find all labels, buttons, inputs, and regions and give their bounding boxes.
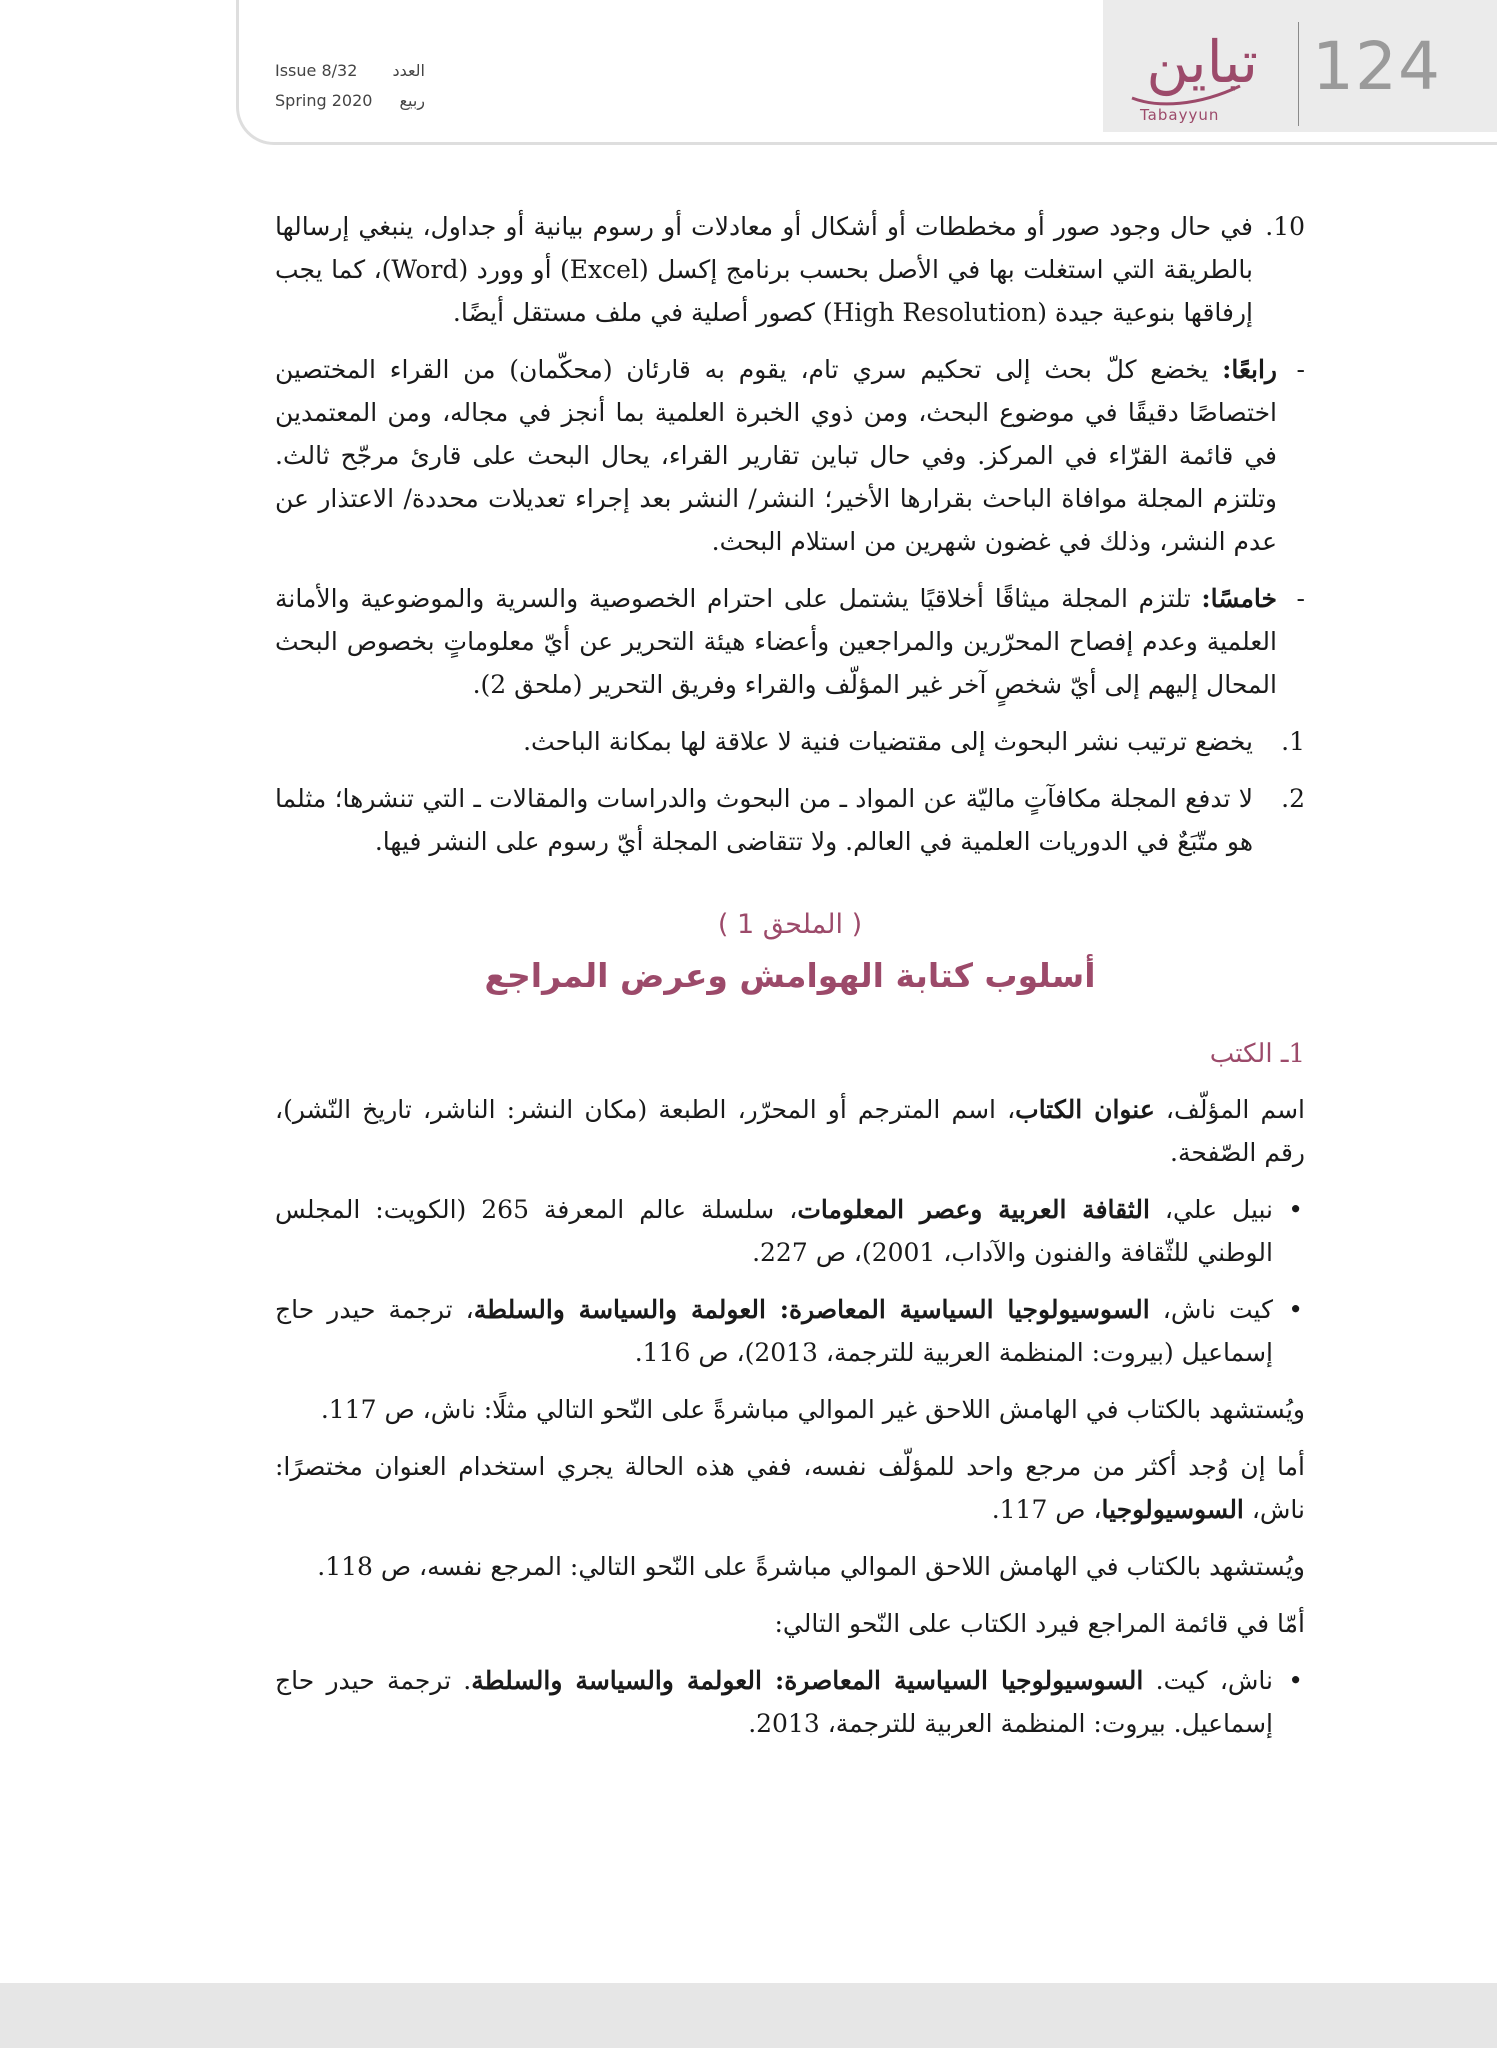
- season-row: [275, 86, 425, 116]
- numbered-item-2: [275, 777, 1305, 863]
- issue-info: [275, 56, 425, 116]
- example-bibliography-entry: [275, 1659, 1305, 1745]
- issue-label-ar: العدد: [392, 61, 425, 80]
- header-divider: [1298, 22, 1299, 126]
- citation-part: ناش، كيت.: [1143, 1666, 1274, 1695]
- citation-part: نبيل علي،: [1149, 1195, 1274, 1224]
- example-citation-2: [275, 1288, 1305, 1374]
- logo-latin-text: Tabayyun: [1140, 106, 1220, 124]
- logo-arabic-text: تباين: [1146, 28, 1258, 96]
- note-non-consecutive: ويُستشهد بالكتاب في الهامش اللاحق غير الموالي مباشرةً على النّحو التالي مثلًا: ناش، ص 117.: [320, 1395, 1305, 1424]
- dash-marker: -: [1296, 355, 1305, 384]
- citation-title: الثقافة العربية وعصر المعلومات: [797, 1195, 1150, 1224]
- note-consecutive: ويُستشهد بالكتاب في الهامش اللاحق الموالي مباشرةً على النّحو التالي: المرجع نفسه، ص 118.: [317, 1552, 1305, 1581]
- issue-row: [275, 56, 425, 86]
- numbered-item-10: [275, 205, 1305, 334]
- format-part: ، اسم المترجم أو المحرّر، الطبعة (مكان النشر: الناشر، تاريخ النّشر)، رقم الصّفحة.: [275, 1095, 1305, 1167]
- item-text: في حال وجود صور أو مخططات أو أشكال أو معادلات أو رسوم بيانية أو جداول، ينبغي إرسالها بالطريقة التي استغلت بها في الأصل بحسب برنامج إكسل (Excel) أو وورد (Word)، كما يجب إرفاقها بنوعية جيدة (High Resolution) كصور أصلية في ملف مستقل أيضًا.: [275, 212, 1253, 327]
- format-part: اسم المؤلّف،: [1154, 1095, 1306, 1124]
- note-bibliography-intro: أمّا في قائمة المراجع فيرد الكتاب على النّحو التالي:: [774, 1609, 1305, 1638]
- footer-bar: [0, 1983, 1497, 2048]
- item-number: 10.: [1265, 212, 1305, 241]
- citation-title: السوسيولوجيا السياسية المعاصرة: العولمة والسياسة والسلطة: [471, 1666, 1144, 1695]
- rule-text: تلتزم المجلة ميثاقًا أخلاقيًا يشتمل على احترام الخصوصية والسرية والموضوعية والأمانة العلمية وعدم إفصاح المحرّرين والمراجعين وأعضاء هيئة التحرير عن أيّ معلوماتٍ بخصوص البحث المحال إليهم إلى أيّ شخصٍ آخر غير المؤلّف والقراء وفريق التحرير (ملحق 2).: [275, 584, 1277, 699]
- logo-swash-icon: [1128, 78, 1248, 108]
- note-part: أما إن وُجد أكثر من مرجع واحد للمؤلّف نفسه، ففي هذه الحالة يجري استخدام العنوان مختصرًا: ناش،: [275, 1452, 1305, 1524]
- citation-part: كيت ناش،: [1149, 1295, 1273, 1324]
- item-text: يخضع ترتيب نشر البحوث إلى مقتضيات فنية لا علاقة لها بمكانة الباحث.: [523, 727, 1253, 756]
- numbered-item-1: [275, 720, 1305, 763]
- rule-text: يخضع كلّ بحث إلى تحكيم سري تام، يقوم به قارئان (محكّمان) من القراء المختصين اختصاصًا دقيقًا في موضوع البحث، ومن ذوي الخبرة العلمية بما أنجز في مجاله، ومن المعتمدين في قائمة القرّاء في المركز. وفي حال تباين تقارير القراء، يحال البحث على قارئ مرجّح ثالث. وتلتزم المجلة موافاة الباحث بقرارها الأخير؛ النشر/ النشر بعد إجراء تعديلات محددة/ الاعتذار عن عدم النشر، وذلك في غضون شهرين من استلام البحث.: [275, 355, 1277, 556]
- page-number: 124: [1312, 28, 1441, 105]
- season-en: Spring 2020: [275, 91, 373, 110]
- appendix-label: ( الملحق 1 ): [717, 909, 863, 940]
- section-heading-books: 1ـ الكتب: [1209, 1039, 1305, 1069]
- rule-fifth: [275, 577, 1305, 706]
- page-content: [275, 205, 1305, 1759]
- bullet-marker: •: [1288, 1295, 1303, 1324]
- citation-part: . ترجمة حيدر حاج إسماعيل. بيروت: المنظمة العربية للترجمة، 2013.: [275, 1666, 1273, 1738]
- rule-label: خامسًا:: [1201, 584, 1277, 613]
- journal-logo: [1128, 28, 1288, 130]
- season-ar: ربيع: [399, 91, 425, 110]
- example-citation-1: [275, 1188, 1305, 1274]
- item-number: 2.: [1281, 784, 1305, 813]
- appendix-title: أسلوب كتابة الهوامش وعرض المراجع: [484, 956, 1096, 995]
- item-text: لا تدفع المجلة مكافآتٍ ماليّة عن المواد ـ من البحوث والدراسات والمقالات ـ التي تنشرها؛ مثلما هو متّبَعٌ في الدوريات العلمية في العالم. ولا تتقاضى المجلة أيّ رسوم على النشر فيها.: [275, 784, 1253, 856]
- citation-title: السوسيولوجيا السياسية المعاصرة: العولمة والسياسة والسلطة: [473, 1295, 1150, 1324]
- bullet-marker: •: [1288, 1195, 1303, 1224]
- format-bold: عنوان الكتاب: [1015, 1095, 1155, 1124]
- note-part: ، ص 117.: [991, 1495, 1102, 1524]
- item-number: 1.: [1281, 727, 1305, 756]
- note-short-title: [275, 1445, 1305, 1531]
- book-citation-format: [275, 1088, 1305, 1174]
- note-bold: السوسيولوجيا: [1101, 1495, 1244, 1524]
- bullet-marker: •: [1288, 1666, 1303, 1695]
- citation-part: ، سلسلة عالم المعرفة 265 (الكويت: المجلس الوطني للثّقافة والفنون والآداب، 2001)، ص 227.: [275, 1195, 1273, 1267]
- rule-fourth: [275, 348, 1305, 563]
- citation-part: ، ترجمة حيدر حاج إسماعيل (بيروت: المنظمة العربية للترجمة، 2013)، ص 116.: [275, 1295, 1273, 1367]
- rule-label: رابعًا:: [1222, 355, 1278, 384]
- issue-label-en: Issue 8/32: [275, 61, 358, 80]
- dash-marker: -: [1296, 584, 1305, 613]
